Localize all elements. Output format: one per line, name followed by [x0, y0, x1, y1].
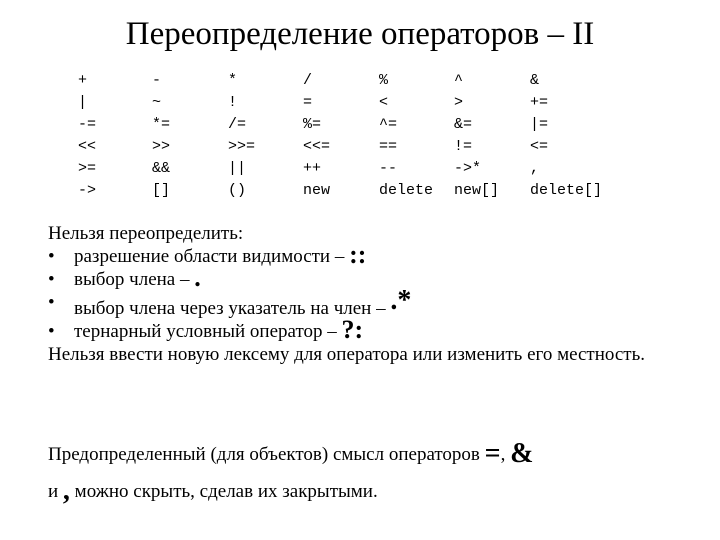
operator-cell: /	[303, 72, 313, 89]
operator-cell: <<	[78, 138, 97, 155]
restriction-text: выбор члена –	[74, 269, 195, 290]
operator-cell: |	[78, 94, 88, 111]
operator-cell: +	[78, 72, 88, 89]
operator-cell: <<=	[303, 138, 331, 155]
bullet-icon: •	[48, 292, 55, 313]
footer-text: Предопределенный (для объектов) смысл операторов	[48, 444, 485, 465]
restrictions-section	[48, 222, 708, 366]
operator-cell: <=	[530, 138, 549, 155]
bullet-icon: •	[48, 321, 55, 342]
operator-column-3	[228, 70, 255, 202]
operator-cell: ,	[530, 160, 540, 177]
restriction-text: выбор члена через указатель на член –	[74, 298, 391, 319]
operator-symbol: ?:	[341, 315, 364, 344]
operator-cell: ->*	[454, 160, 482, 177]
slide-title: Переопределение операторов – II	[125, 16, 595, 52]
footer-text: можно скрыть, сделав их закрытыми.	[69, 481, 378, 502]
operator-cell: !	[228, 94, 238, 111]
operator-cell: ==	[379, 138, 398, 155]
operator-cell: ^=	[379, 116, 398, 133]
operator-column-2	[152, 70, 170, 202]
operator-cell: =	[303, 94, 313, 111]
operator-cell: +=	[530, 94, 549, 111]
operator-cell: >=	[78, 160, 97, 177]
operator-symbol: ,	[62, 475, 70, 506]
operator-cell: &&	[152, 160, 171, 177]
operator-cell: *=	[152, 116, 171, 133]
operator-cell: /=	[228, 116, 247, 133]
restriction-item-member-pointer	[48, 285, 708, 320]
bullet-icon: •	[48, 246, 55, 267]
restrictions-note: Нельзя ввести новую лексему для оператора или изменить его местность.	[48, 344, 646, 365]
operator-column-7	[530, 70, 602, 202]
restriction-item-scope	[48, 240, 708, 269]
footer-text: и	[48, 481, 63, 502]
operator-symbol: .	[194, 263, 201, 292]
operator-cell: ->	[78, 182, 97, 199]
operator-symbol: =	[484, 438, 501, 469]
operator-cell: >>	[152, 138, 171, 155]
operator-symbol: ::	[349, 240, 367, 269]
operator-cell: ^	[454, 72, 464, 89]
operator-cell: -=	[78, 116, 97, 133]
operator-column-5	[379, 70, 433, 202]
bullet-icon: •	[48, 269, 55, 290]
operator-column-4	[303, 70, 330, 202]
operator-cell: <	[379, 94, 389, 111]
operator-cell: &	[530, 72, 540, 89]
operator-cell: ()	[228, 182, 247, 199]
operator-cell: ++	[303, 160, 322, 177]
operator-symbol: &	[510, 438, 534, 469]
footer-section	[48, 436, 708, 510]
operator-cell: %=	[303, 116, 322, 133]
operator-cell: *	[228, 72, 238, 89]
operator-symbol: .*	[390, 285, 412, 316]
operator-cell: >>=	[228, 138, 256, 155]
operator-cell: !=	[454, 138, 473, 155]
footer-line-1	[48, 436, 708, 473]
operator-cell: delete[]	[530, 182, 603, 199]
operator-cell: >	[454, 94, 464, 111]
operator-column-1	[78, 70, 96, 202]
operator-cell: ~	[152, 94, 162, 111]
footer-separator: ,	[500, 444, 506, 465]
operator-cell: []	[152, 182, 171, 199]
restriction-text: тернарный условный оператор –	[74, 321, 342, 342]
operator-cell: ||	[228, 160, 247, 177]
operator-column-6	[454, 70, 499, 202]
restriction-text: разрешение области видимости –	[74, 246, 350, 267]
operator-cell: new[]	[454, 182, 500, 199]
restriction-item-member	[48, 263, 708, 292]
operator-cell: &=	[454, 116, 473, 133]
operator-cell: %	[379, 72, 389, 89]
operator-cell: -	[152, 72, 162, 89]
operator-cell: --	[379, 160, 398, 177]
operator-cell: |=	[530, 116, 549, 133]
restrictions-heading: Нельзя переопределить:	[48, 223, 244, 244]
operator-table	[0, 70, 720, 202]
operator-cell: delete	[379, 182, 434, 199]
restriction-item-ternary	[48, 315, 708, 344]
footer-line-2	[48, 473, 708, 510]
operator-cell: new	[303, 182, 331, 199]
